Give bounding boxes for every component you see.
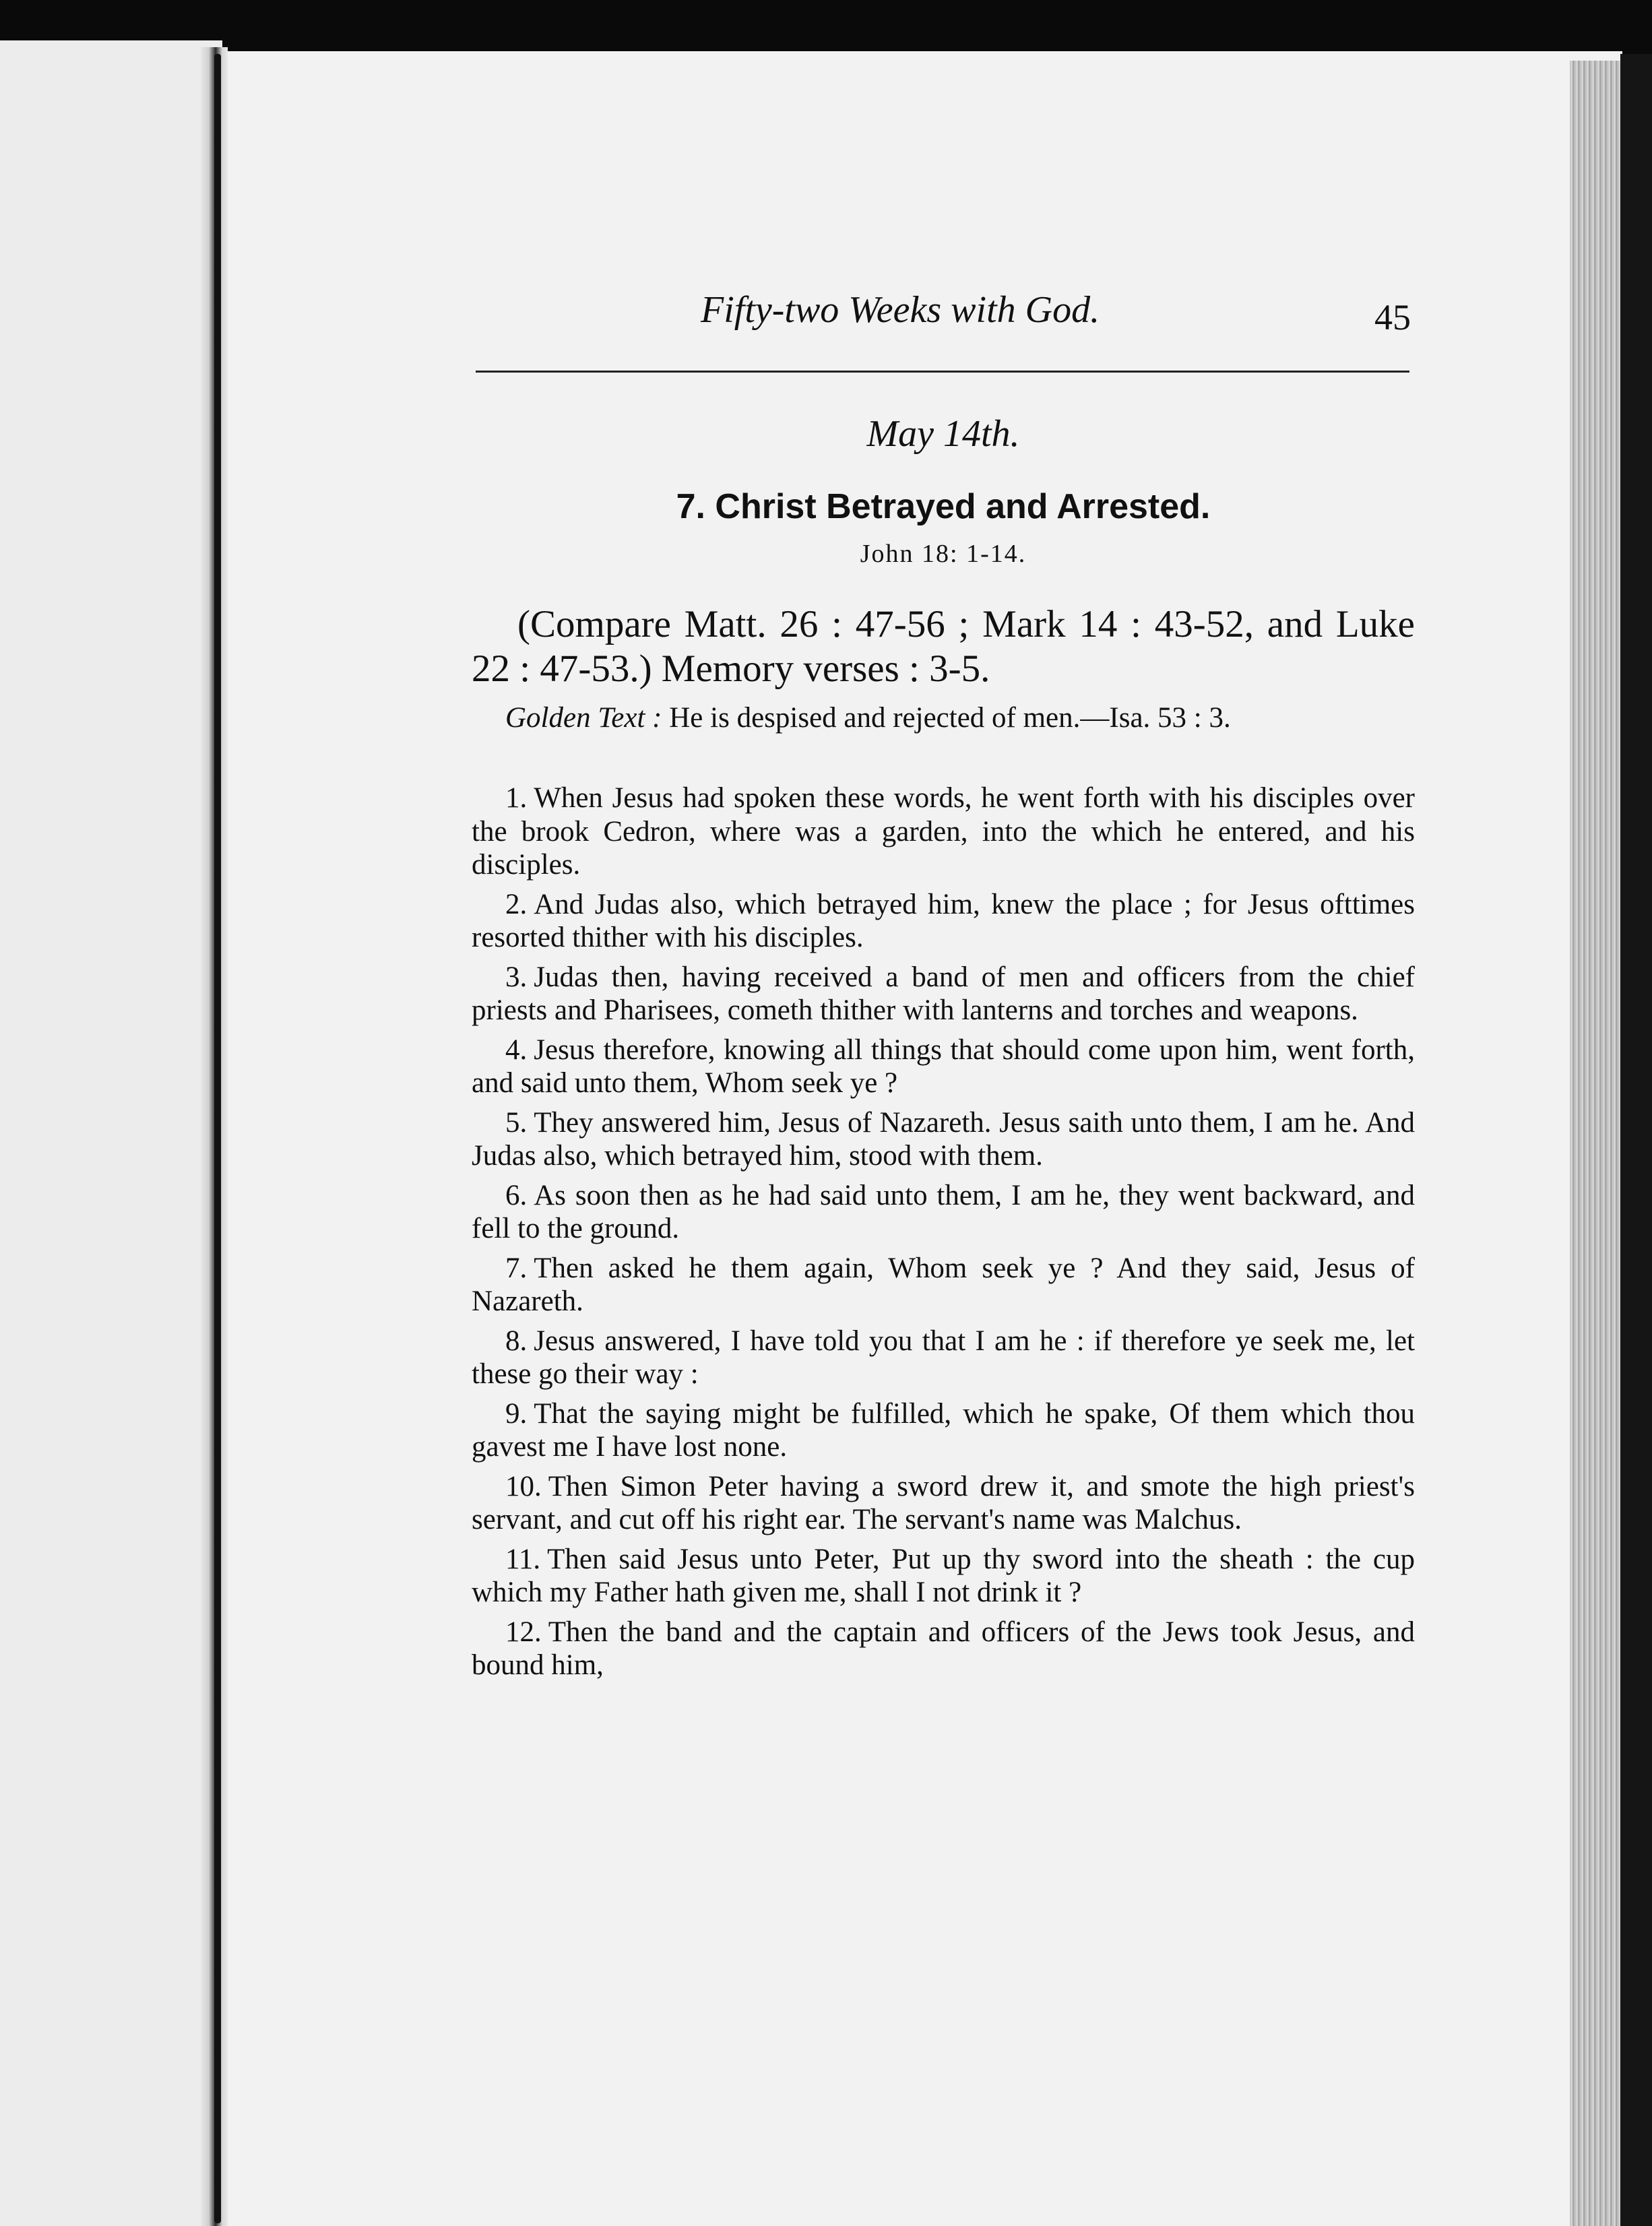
verse-text: Jesus answered, I have told you that I am he : if therefore ye seek me, let these go their way : — [472, 1325, 1415, 1390]
golden-text-body: He is despised and rejected of men.—Isa. 53 : 3. — [669, 702, 1231, 734]
verse-number: 12. — [505, 1616, 542, 1648]
verse-text: Jesus therefore, knowing all things that should come upon him, went forth, and said unto them, Whom seek ye ? — [472, 1034, 1415, 1099]
verse-number: 3. — [505, 961, 528, 993]
verse-number: 9. — [505, 1397, 528, 1430]
verse-text: Judas then, having received a band of men and officers from the chief priests and Pharisees, cometh thither with lanterns and torches and weapons. — [472, 961, 1415, 1026]
gutter-shadow — [214, 54, 221, 2223]
edge-shadow — [1620, 54, 1652, 2226]
verse-number: 10. — [505, 1470, 542, 1502]
verse — [472, 1179, 1415, 1246]
verse-number: 4. — [505, 1034, 528, 1066]
verse — [472, 1325, 1415, 1391]
lesson-date: May 14th. — [866, 413, 1020, 455]
verse — [472, 1470, 1415, 1537]
verse-list — [472, 782, 1415, 1688]
verse-number: 11. — [505, 1543, 541, 1575]
header-rule — [476, 371, 1409, 373]
verse-number: 2. — [505, 888, 528, 920]
facing-page — [0, 40, 222, 2226]
verse — [472, 782, 1415, 882]
verse-text: That the saying might be fulfilled, which he spake, Of them which thou gavest me I have lost none. — [472, 1397, 1415, 1463]
verse-number: 1. — [505, 782, 528, 814]
verse-number: 7. — [505, 1252, 528, 1284]
verse — [472, 1543, 1415, 1610]
verse — [472, 1397, 1415, 1464]
golden-text — [472, 701, 1415, 736]
page-number: 45 — [1374, 297, 1411, 338]
lesson-title: 7. Christ Betrayed and Arrested. — [676, 487, 1211, 526]
verse-text: As soon then as he had said unto them, I am he, they went backward, and fell to the ground. — [472, 1179, 1415, 1244]
verse — [472, 888, 1415, 955]
compare-references: (Compare Matt. 26 : 47-56 ; Mark 14 : 43-52, and Luke 22 : 47-53.) Memory verses : 3-5. — [472, 603, 1415, 690]
verse — [472, 961, 1415, 1027]
page-edges — [1570, 61, 1624, 2226]
verse-text: And Judas also, which betrayed him, knew the place ; for Jesus ofttimes resorted thither with his disciples. — [472, 888, 1415, 953]
verse-number: 8. — [505, 1325, 528, 1357]
golden-text-label: Golden Text : — [505, 702, 662, 734]
verse-text: Then said Jesus unto Peter, Put up thy sword into the sheath : the cup which my Father hath given me, shall I not drink it ? — [472, 1543, 1415, 1608]
running-title: Fifty-two Weeks with God. — [701, 289, 1100, 331]
verse-text: Then asked he them again, Whom seek ye ? And they said, Jesus of Nazareth. — [472, 1252, 1415, 1317]
verse-text: Then the band and the captain and officers of the Jews took Jesus, and bound him, — [472, 1616, 1415, 1681]
verse-text: They answered him, Jesus of Nazareth. Jesus saith unto them, I am he. And Judas also, which betrayed him, stood with them. — [472, 1106, 1415, 1172]
verse-text: When Jesus had spoken these words, he went forth with his disciples over the brook Cedron, where was a garden, into the which he entered, and his disciples. — [472, 782, 1415, 881]
verse-number: 6. — [505, 1179, 528, 1211]
verse — [472, 1252, 1415, 1318]
verse — [472, 1034, 1415, 1100]
verse — [472, 1106, 1415, 1173]
verse-number: 5. — [505, 1106, 528, 1139]
scripture-reference: John 18: 1-14. — [860, 540, 1027, 568]
verse — [472, 1616, 1415, 1682]
verse-text: Then Simon Peter having a sword drew it, and smote the high priest's servant, and cut off his right ear. The servant's name was Malchus. — [472, 1470, 1415, 1535]
